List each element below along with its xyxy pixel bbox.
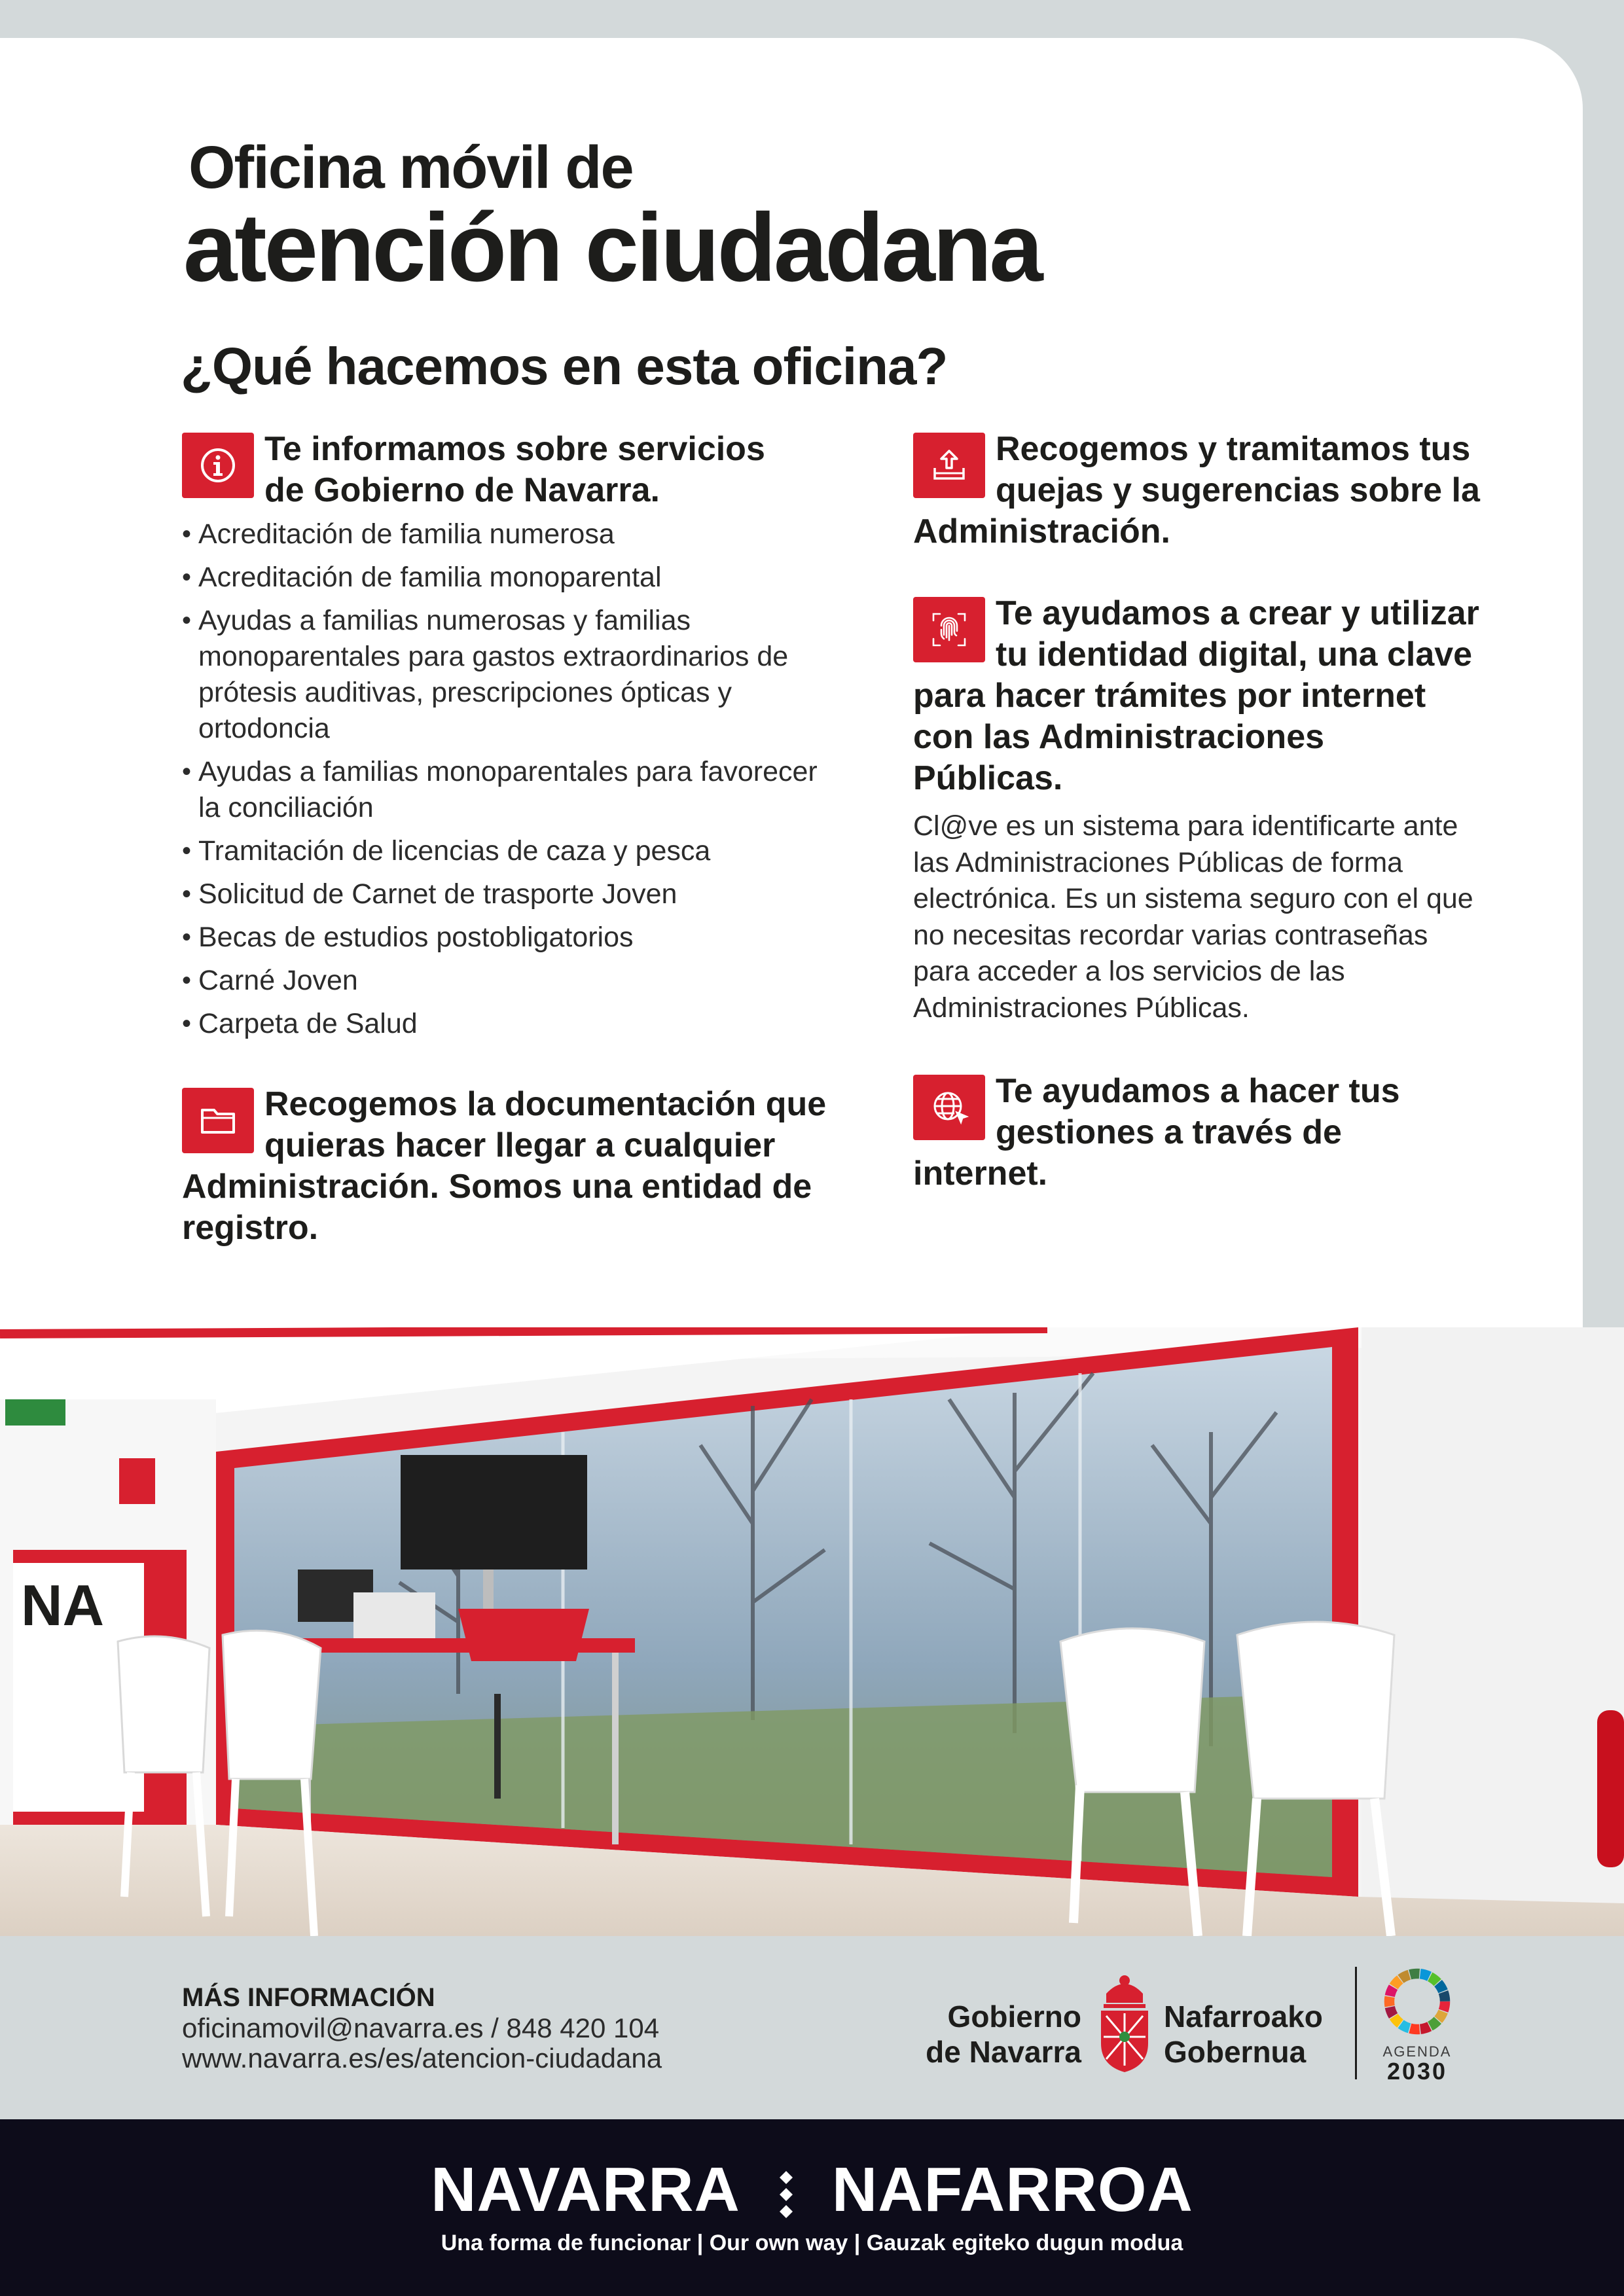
gobierno-navarra-logo — [916, 1970, 1342, 2088]
upload-tray-icon — [913, 433, 985, 498]
identity-block — [913, 593, 1483, 1026]
agenda-label: AGENDA — [1382, 2043, 1452, 2060]
info-icon — [182, 433, 254, 498]
complaints-block — [913, 429, 1483, 552]
brand-right: NAFARROA — [831, 2155, 1193, 2225]
list-item: • Carné Joven — [182, 963, 837, 999]
contact-website[interactable]: www.navarra.es/es/atencion-ciudadana — [182, 2043, 662, 2073]
folder-icon — [182, 1088, 254, 1153]
agenda-year: 2030 — [1386, 2058, 1448, 2085]
title-line-1: Oficina móvil de — [189, 134, 633, 201]
contact-info — [182, 1982, 662, 2073]
contact-title: MÁS INFORMACIÓN — [182, 1983, 435, 2012]
gov-name-basque: Nafarroako Gobernua — [1164, 2000, 1323, 2069]
internet-heading: Te ayudamos a hacer tus gestiones a través de internet. — [913, 1072, 1400, 1193]
internet-block — [913, 1071, 1483, 1194]
title-line-2: atención ciudadana — [183, 194, 1041, 302]
brand-separator-icon — [773, 2168, 799, 2221]
navarra-brand — [0, 2155, 1624, 2225]
list-item: • Ayudas a familias monoparentales para favorecer la conciliación — [182, 754, 837, 826]
gov-name-spanish: Gobierno de Navarra — [926, 2000, 1081, 2069]
list-item: • Solicitud de Carnet de trasporte Joven — [182, 876, 837, 912]
list-item: • Acreditación de familia numerosa — [182, 516, 837, 552]
sdg-wheel-icon — [1379, 1964, 1455, 2039]
contact-email-phone[interactable]: oficinamovil@navarra.es / 848 420 104 — [182, 2013, 660, 2043]
identity-heading: Te ayudamos a crear y utilizar tu identidad digital, una clave para hacer trámites por internet con las Administraciones Públicas. — [913, 594, 1479, 797]
section-question: ¿Qué hacemos en esta oficina? — [181, 337, 948, 395]
identity-description: Cl@ve es un sistema para identificarte ante las Administraciones Públicas de forma electrónica. Es un sistema seguro con el que no necesitas recordar varias contraseñas para acceder a los servicios de las Administraciones Públicas. — [913, 810, 1473, 1024]
logo-divider — [1355, 1967, 1357, 2079]
list-item: • Ayudas a familias numerosas y familias monoparentales para gastos extraordinarios de prótesis auditivas, prescripciones ópticas y ortodoncia — [182, 603, 837, 747]
agenda-2030-logo — [1375, 1964, 1460, 2085]
na-sign: NA — [21, 1573, 105, 1638]
document-block — [182, 1084, 837, 1249]
office-photo — [0, 1327, 1624, 1936]
footer-tagline: Una forma de funcionar | Our own way | Gauzak egiteko dugun modua — [441, 2231, 1183, 2255]
navarra-crest-icon — [1094, 1974, 1155, 2079]
document-heading: Recogemos la documentación que quieras hacer llegar a cualquier Administración. Somos una entidad de registro. — [182, 1085, 827, 1247]
list-item: • Tramitación de licencias de caza y pesca — [182, 833, 837, 869]
right-column — [913, 429, 1483, 1194]
footer-bar — [0, 2119, 1624, 2296]
list-item: • Carpeta de Salud — [182, 1006, 837, 1042]
globe-cursor-icon — [913, 1075, 985, 1140]
list-item: • Becas de estudios postobligatorios — [182, 920, 837, 956]
complaints-heading: Recogemos y tramitamos tus quejas y sugerencias sobre la Administración. — [913, 430, 1480, 550]
fingerprint-icon — [913, 597, 985, 662]
left-column — [182, 429, 837, 1249]
brand-left: NAVARRA — [431, 2155, 740, 2225]
services-list — [182, 516, 837, 1042]
info-heading: Te informamos sobre servicios de Gobierno de Navarra. — [264, 430, 765, 509]
list-item: • Acreditación de familia monoparental — [182, 560, 837, 596]
info-block — [182, 429, 837, 1042]
